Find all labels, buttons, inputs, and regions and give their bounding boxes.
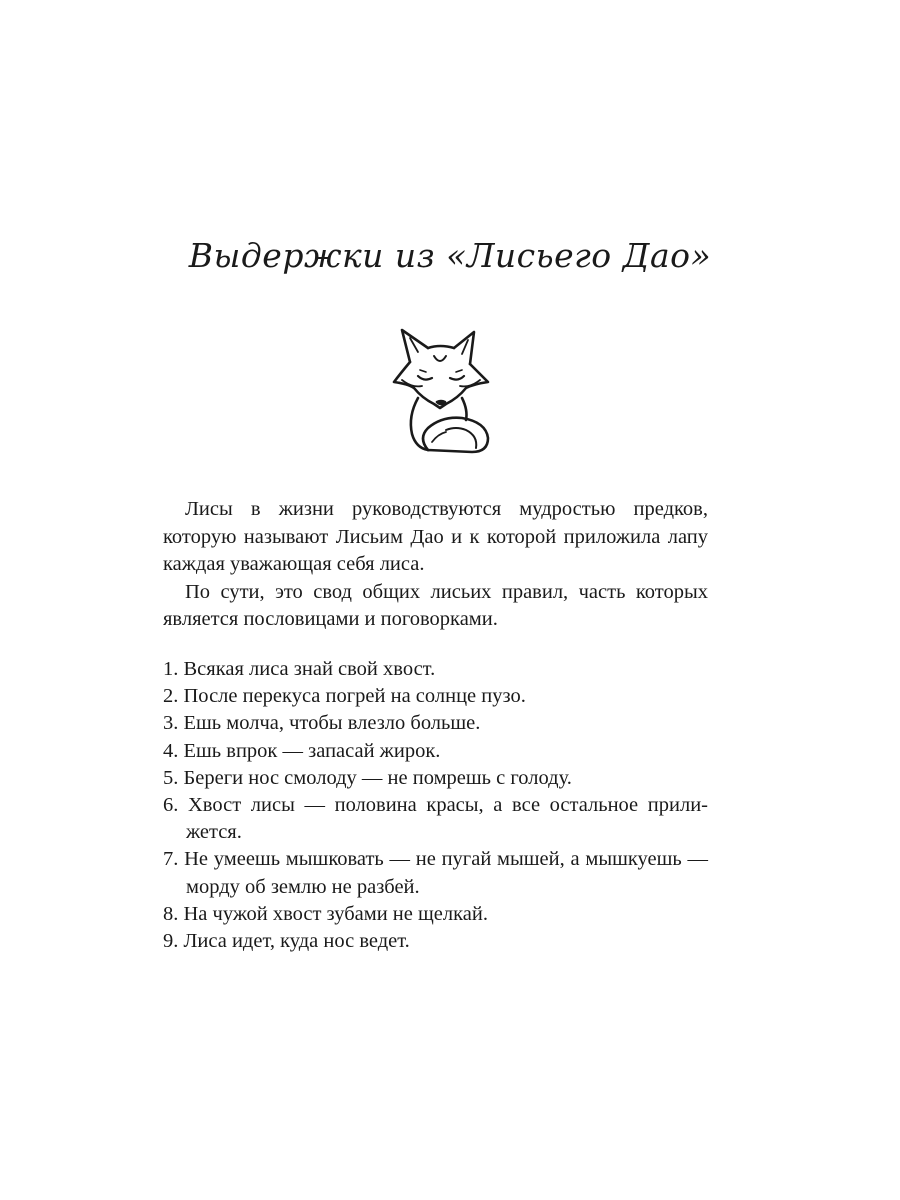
list-item-number: 7.	[163, 848, 179, 871]
list-item-text: Не умеешь мышковать — не пугай мышей, а мышкуешь — морду об землю не разбей.	[184, 848, 708, 898]
list-item-text: Береги нос смолоду — не помрешь с голоду.	[183, 766, 572, 789]
list-item-number: 6.	[163, 794, 179, 817]
fox-icon	[388, 326, 494, 454]
list-item	[163, 656, 708, 683]
list-item	[163, 846, 708, 900]
list-item	[163, 738, 708, 765]
list-item-text: После перекуса погрей на солнце пузо.	[183, 685, 526, 708]
list-item-text: Всякая лиса знай свой хвост.	[183, 658, 436, 680]
list-item	[163, 901, 708, 928]
list-item-number: 1.	[163, 658, 179, 680]
list-item-text: Лиса идет, куда нос ведет.	[183, 930, 410, 953]
list-item-number: 4.	[163, 739, 179, 762]
list-item-text: Ешь молча, чтобы влезло больше.	[183, 712, 481, 735]
intro-paragraph: Лисы в жизни руководствуются мудростью предков, которую называют Лисьим Дао и к которой приложила лапу каждая уважающая себя лиса.	[163, 498, 708, 575]
list-item-number: 8.	[163, 902, 179, 925]
list-item-number: 5.	[163, 766, 179, 789]
list-item-number: 9.	[163, 930, 179, 953]
list-item-number: 2.	[163, 685, 179, 708]
list-item-text: На чужой хвост зубами не щелкай.	[183, 902, 488, 925]
list-item	[163, 683, 708, 710]
page-title: Выдержки из «Лисьего Дао»	[188, 236, 712, 275]
list-item-number: 3.	[163, 712, 179, 735]
list-item	[163, 765, 708, 792]
list-item-text: Хвост лисы — половина красы, а все остальное прилижется.	[186, 794, 708, 844]
list-item	[163, 792, 708, 846]
list-item-text: Ешь впрок — запасай жирок.	[183, 739, 441, 762]
list-item	[163, 928, 708, 955]
rules-list	[163, 656, 708, 955]
intro-paragraph: По сути, это свод общих лисьих правил, часть которых является пословицами и поговорками.	[163, 580, 708, 630]
intro-text	[163, 496, 708, 634]
list-item	[163, 710, 708, 737]
